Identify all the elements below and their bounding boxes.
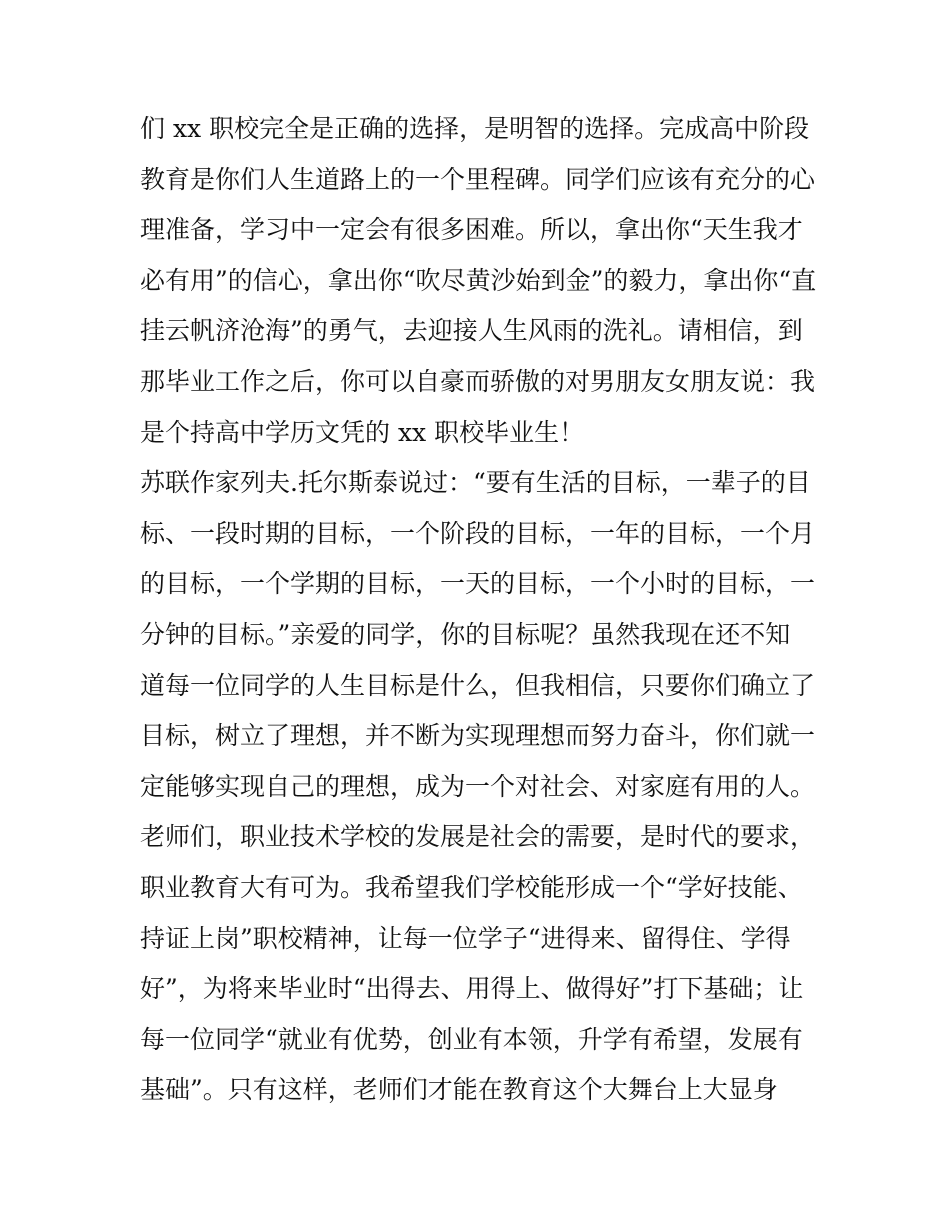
text-line: 的目标，一个学期的目标，一天的目标，一个小时的目标，一 bbox=[140, 569, 816, 599]
text-line: 每一位同学“就业有优势，创业有本领，升学有希望，发展有 bbox=[140, 1024, 803, 1054]
text-line: 挂云帆济沧海”的勇气，去迎接人生风雨的洗礼。请相信，到 bbox=[140, 316, 803, 346]
text-line: 定能够实现自己的理想，成为一个对社会、对家庭有用的人。 bbox=[140, 771, 816, 801]
text-line: 好”，为将来毕业时“出得去、用得上、做得好”打下基础；让 bbox=[140, 974, 804, 1004]
text-line: 是个持高中学历文凭的 xx 职校毕业生！ bbox=[140, 417, 585, 447]
text-line: 持证上岗”职校精神，让每一位学子“进得来、留得住、学得 bbox=[140, 923, 791, 953]
text-line: 标、一段时期的目标，一个阶段的目标，一年的目标，一个月 bbox=[140, 518, 816, 548]
text-line: 必有用”的信心，拿出你“吹尽黄沙始到金”的毅力，拿出你“直 bbox=[140, 265, 817, 295]
text-line: 教育是你们人生道路上的一个里程碑。同学们应该有充分的心 bbox=[140, 164, 816, 194]
text-line: 目标，树立了理想，并不断为实现理想而努力奋斗，你们就一 bbox=[140, 721, 816, 751]
text-line: 道每一位同学的人生目标是什么，但我相信，只要你们确立了 bbox=[140, 670, 816, 700]
text-line: 基础”。只有这样，老师们才能在教育这个大舞台上大显身 bbox=[140, 1075, 778, 1105]
text-line: 分钟的目标。”亲爱的同学，你的目标呢？虽然我现在还不知 bbox=[140, 619, 791, 649]
text-line: 那毕业工作之后，你可以自豪而骄傲的对男朋友女朋友说：我 bbox=[140, 366, 816, 396]
text-line: 苏联作家列夫.托尔斯泰说过：“要有生活的目标，一辈子的目 bbox=[140, 468, 811, 498]
text-line: 职业教育大有可为。我希望我们学校能形成一个“学好技能、 bbox=[140, 872, 803, 902]
body-text bbox=[140, 104, 820, 1116]
text-line: 理准备，学习中一定会有很多困难。所以，拿出你“天生我才 bbox=[140, 215, 803, 245]
text-line: 们 xx 职校完全是正确的选择，是明智的选择。完成高中阶段 bbox=[140, 114, 810, 143]
text-line: 老师们，职业技术学校的发展是社会的需要，是时代的要求， bbox=[140, 822, 816, 852]
